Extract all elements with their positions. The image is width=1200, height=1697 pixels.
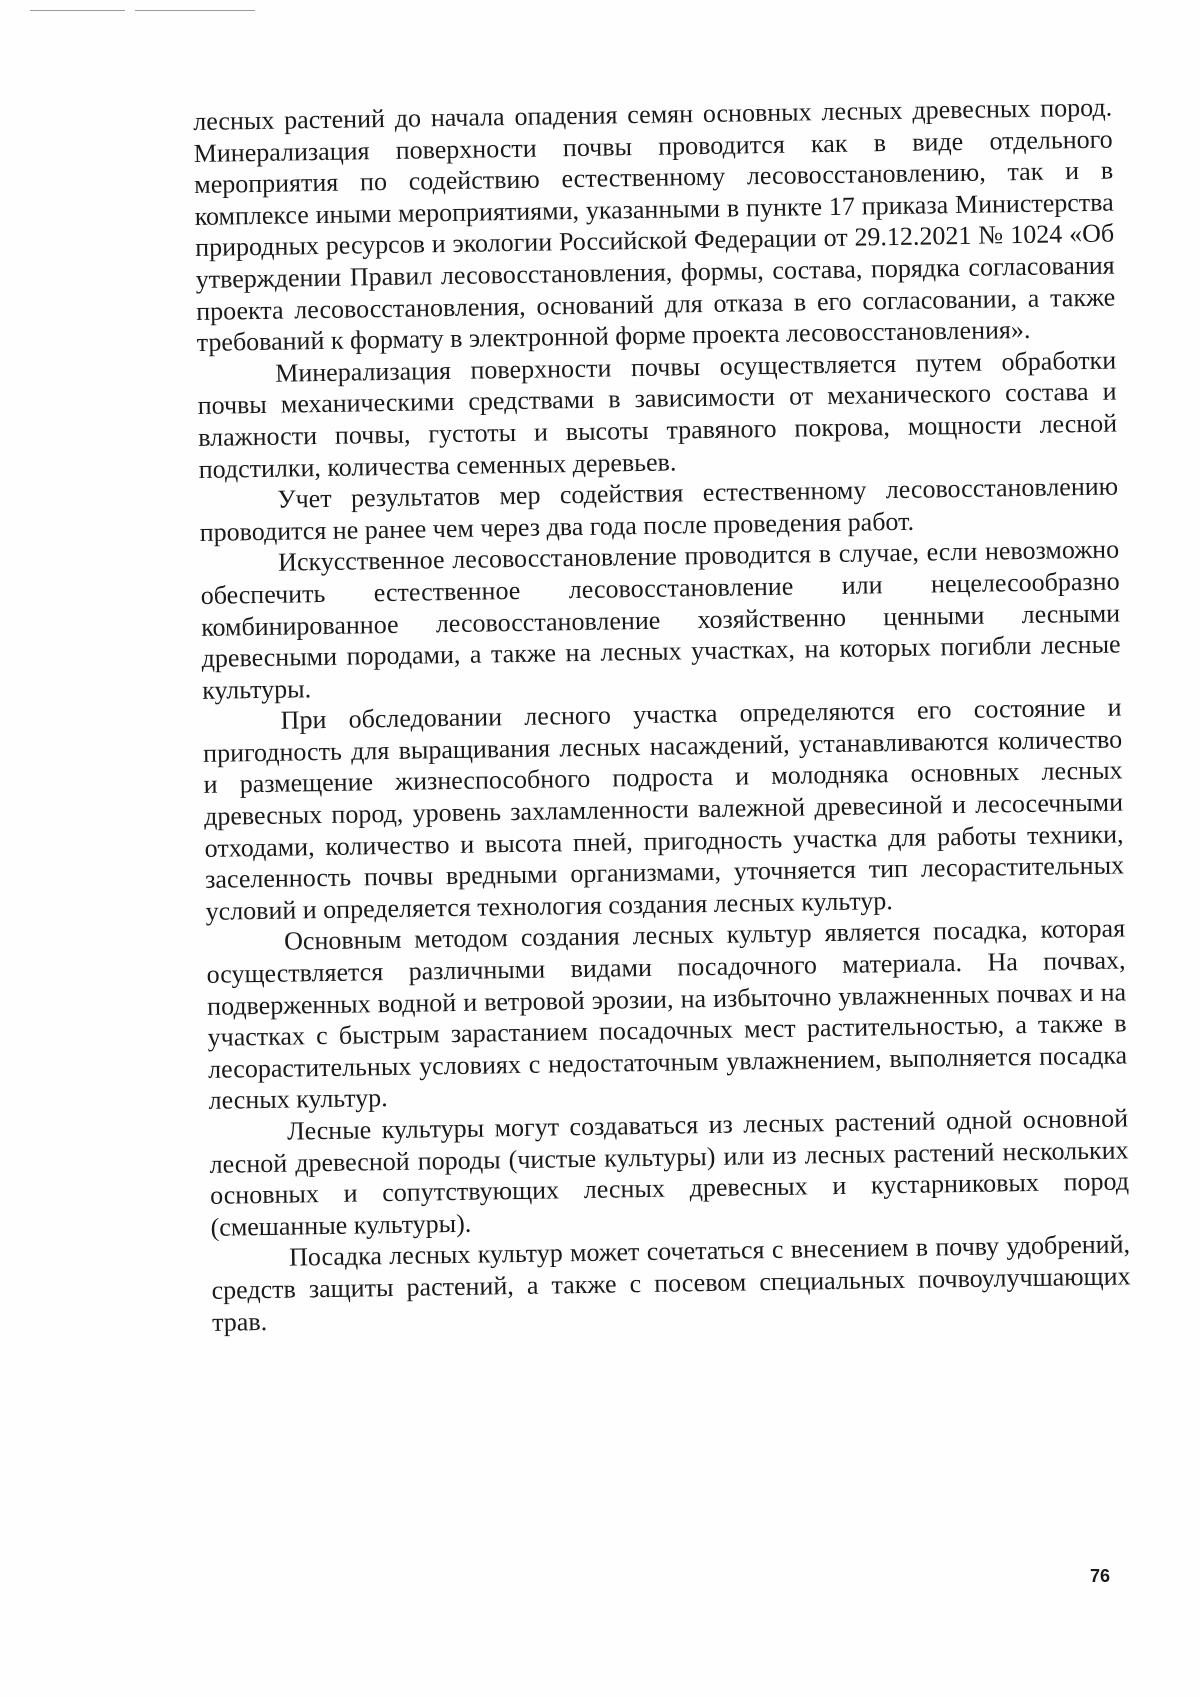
paragraph: Искусственное лесовосстановление проводится в случае, если невозможно обеспечить естественное лесовосстановление или нецелесообразно комбинированное лесовосстановление хозяйственно ценными лесными древесными породами, а также на лесных участках, на которых погибли лесные культуры. (200, 534, 1121, 705)
paragraph: Посадка лесных культур может сочетаться с внесением в почву удобрений, средств защиты растений, а также с посевом специальных почвоулучшающих трав. (211, 1229, 1131, 1337)
paragraph: Учет результатов мер содействия естественному лесовосстановлению проводится не ранее чем через два года после проведения работ. (199, 471, 1119, 547)
paragraph: Минерализация поверхности почвы осуществляется путем обработки почвы механическими средствами в зависимости от механического состава и влажности почвы, густоты и высоты травяного покрова, мощности лесной подстилки, количества семенных деревьев. (197, 345, 1118, 484)
paragraph: Лесные культуры могут создаваться из лесных растений одной основной лесной древесной породы (чистые культуры) или из лесных растений нескольких основных и сопутствующих лесных древесных и кустарниковых пород (смешанные культуры). (209, 1103, 1130, 1242)
page-number: 76 (1090, 1566, 1111, 1586)
paragraph: лесных растений до начала опадения семян основных лесных древесных пород. Минерализация поверхности почвы проводится как в виде отдельного мероприятия по содействию естественному лесовосстановлению, так и в комплексе иными мероприятиями, указанными в пункте 17 приказа Министерства природных ресурсов и экологии Российской Федерации от 29.12.2021 № 1024 «Об утверждении Правил лесовосстановления, формы, состава, порядка согласования проекта лесовосстановления, оснований для отказа в его согласовании, а также требований к формату в электронной форме проекта лесовосстановления». (193, 92, 1116, 358)
scan-edge-line (135, 10, 255, 11)
paragraph: Основным методом создания лесных культур является посадка, которая осуществляется различными видами посадочного материала. На почвах, подверженных водной и ветровой эрозии, на избыточно увлажненных почвах и на участках с быстрым зарастанием посадочных мест растительностью, а также в лесорастительных условиях с недостаточным увлажнением, выполняется посадка лесных культур. (206, 913, 1128, 1116)
scan-edge-line (30, 10, 125, 11)
paragraph: При обследовании лесного участка определяются его состояние и пригодность для выращивания лесных насаждений, устанавливаются количество и размещение жизнеспособного подроста и молодняка основных лесных древесных пород, уровень захламленности валежной древесиной и лесосечными отходами, количество и высота пней, пригодность участка для работы техники, заселенность почвы вредными организмами, уточняется тип лесорастительных условий и определяется технология создания лесных культур. (202, 692, 1125, 926)
body-text (193, 92, 1131, 1338)
